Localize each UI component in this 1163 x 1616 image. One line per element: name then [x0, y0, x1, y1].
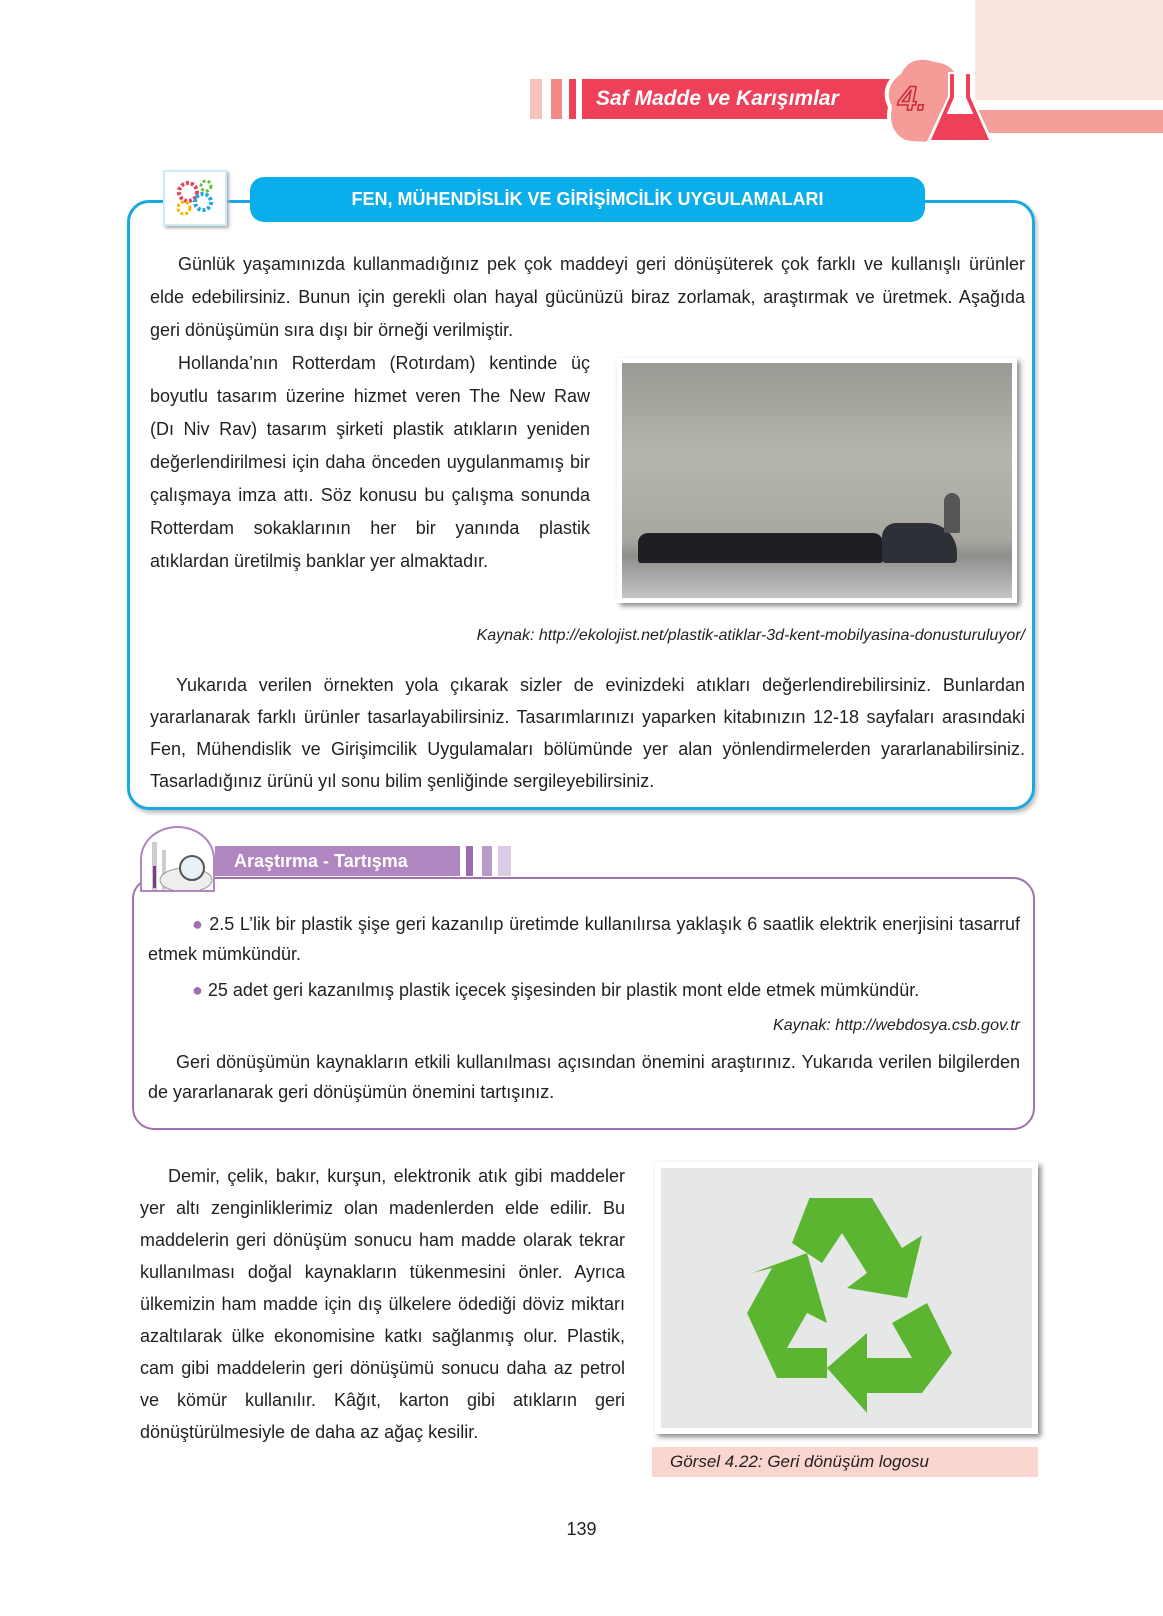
corner-decoration [975, 0, 1163, 100]
header-bar-light [530, 79, 542, 119]
research-bar [482, 846, 492, 876]
chapter-number: 4. [898, 80, 927, 118]
fmg-closing: Yukarıda verilen örnekten yola çıkarak sizler de evinizdeki atıkları değerlendirebilirsiniz. Bunlardan yararlanarak farklı ürünler tasarlayabilirsiniz. Tasarımlarınızı yaparken kitabınızın 12-18 sayfaları arasındaki Fen, Mühendislik ve Girişimcilik Uygulamaları bölümünde yer alan yönlendirmelerden yararlanabilirsiniz. Tasarladığınız ürünü yıl sonu bilim şenliğinde sergileyebilirsiniz. [150, 675, 1025, 791]
bullet-icon: ● [192, 980, 208, 1000]
research-magnifier-icon [140, 826, 215, 892]
header-bar-dark [569, 79, 576, 119]
bullet-text: 25 adet geri kazanılmış plastik içecek şişesinden bir plastik mont elde etmek mümkündür. [207, 980, 920, 1000]
page-number: 139 [566, 1519, 597, 1539]
research-title: Araştırma - Tartışma [215, 846, 460, 876]
bullet-icon: ● [192, 914, 210, 934]
body-text: Demir, çelik, bakır, kurşun, elektronik atık gibi maddeler yer altı zenginliklerimiz olan madenlerden elde edilir. Bu maddelerin geri dönüşüm sonucu ham madde olarak tekrar kullanılması doğal kaynakların tükenmesini önler. Ayrıca ülkemizin ham madde için dış ülkelere ödediği döviz miktarı azaltılarak ülke ekonomisine katkı sağlanmış olur. Plastik, cam gibi maddelerin geri dönüşümü sonucu daha az petrol ve kömür kullanılır. Kâğıt, karton gibi atıkların geri dönüştürülmesiyle de daha az ağaç kesilir. [140, 1166, 625, 1442]
rotterdam-bench-photo [617, 358, 1017, 603]
recycling-logo-image [655, 1162, 1038, 1434]
research-bullet [148, 975, 1020, 1005]
research-source: Kaynak: http://webdosya.csb.gov.tr [773, 1017, 1020, 1034]
bullet-text: 2.5 L’lik bir plastik şişe geri kazanılıp üretimde kullanılırsa yaklaşık 6 saatlik elektrik enerjisini tasarruf etmek mümkündür. [148, 914, 1021, 964]
gears-icon [163, 170, 227, 226]
research-bar [498, 846, 511, 876]
header-bar-mid [551, 79, 562, 119]
fmg-title: FEN, MÜHENDİSLİK VE GİRİŞİMCİLİK UYGULAMALARI [250, 177, 925, 222]
chapter-flask-icon [880, 52, 995, 148]
research-task: Geri dönüşümün kaynakların etkili kullanılması açısından önemini araştırınız. Yukarıda verilen bilgilerden de yararlanarak geri dönüşümün önemini tartışınız. [148, 1052, 1020, 1102]
fmg-example: Hollanda’nın Rotterdam (Rotırdam) kentinde üç boyutlu tasarım üzerine hizmet veren The New Raw (Dı Niv Rav) tasarım şirketi plastik atıkların yeniden değerlendirilmesi için daha önceden uygulanmamış bir çalışmaya imza attı. Söz konusu bu çalışma sonunda Rotterdam sokaklarının her bir yanında plastik atıklardan üretilmiş banklar yer almaktadır. [150, 353, 590, 571]
research-bullet [148, 909, 1020, 969]
recycle-icon [717, 1173, 977, 1423]
figure-caption: Görsel 4.22: Geri dönüşüm logosu [652, 1447, 1038, 1477]
fmg-source: Kaynak: http://ekolojist.net/plastik-atiklar-3d-kent-mobilyasina-donusturuluyor/ [476, 627, 1025, 644]
research-bar [466, 846, 473, 876]
fmg-intro: Günlük yaşamınızda kullanmadığınız pek çok maddeyi geri dönüşüterek çok farklı ve kullanışlı ürünler elde edebilirsiniz. Bunun için gerekli olan hayal gücünüzü biraz zorlamak, araştırmak ve üretmek. Aşağıda geri dönüşümün sıra dışı bir örneği verilmiştir. [150, 254, 1025, 340]
chapter-title-banner: Saf Madde ve Karışımlar [582, 79, 894, 119]
